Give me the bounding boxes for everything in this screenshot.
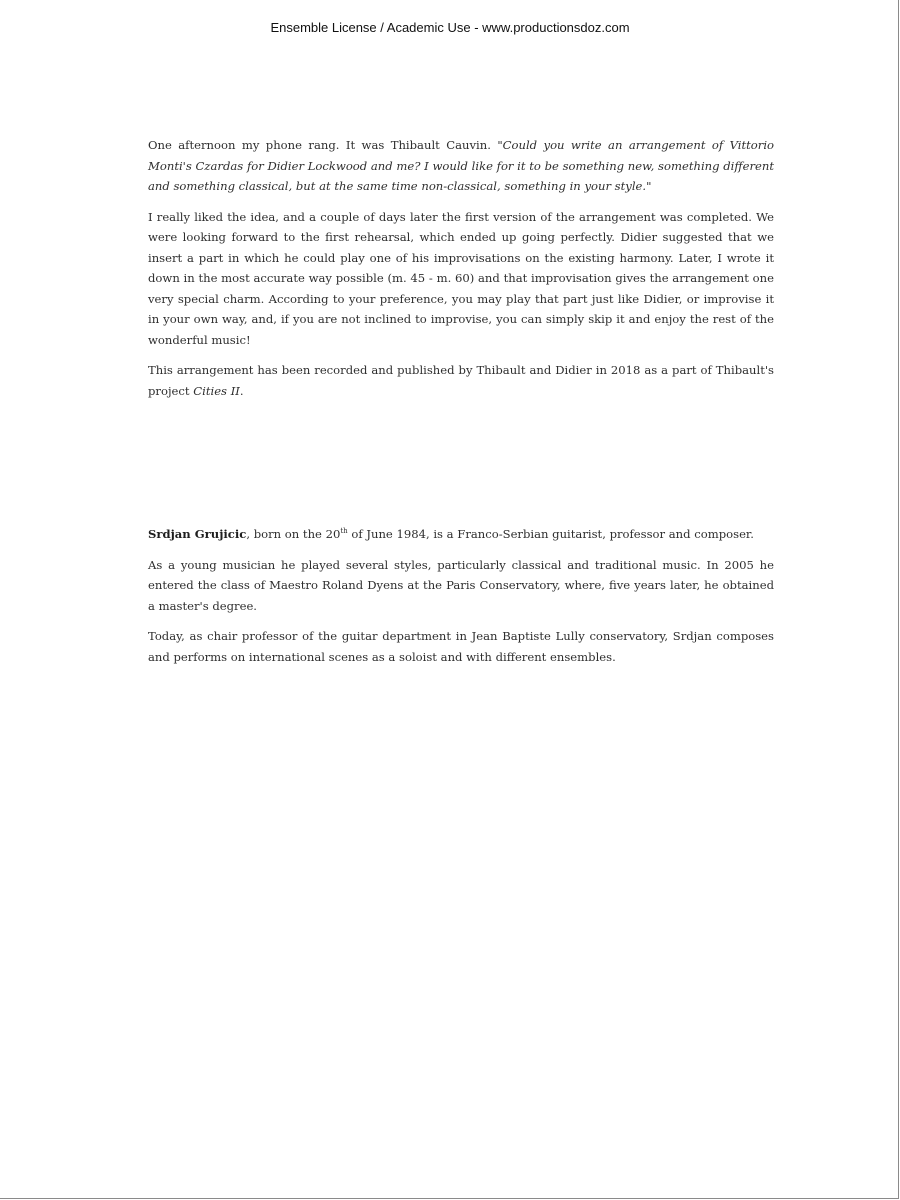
project-title: Cities II <box>193 383 240 398</box>
intro-paragraph-1 <box>148 135 774 197</box>
intro-p1-quote: "Could you write an arrangement of Vittorio Monti's Czardas for Didier Lockwood and me? I would like for it to be something new, something different and something classical, but at the same time non-classical, something in your style." <box>148 138 775 193</box>
intro-p3-text: This arrangement has been recorded and published by Thibault and Didier in 2018 as a part of Thibault's project <box>148 363 774 398</box>
intro-paragraph-3 <box>148 360 774 401</box>
license-header: Ensemble License / Academic Use - www.productionsdoz.com <box>270 20 630 35</box>
intro-paragraph-2: I really liked the idea, and a couple of days later the first version of the arrangement was completed. We were looking forward to the first rehearsal, which ended up going perfectly. Didier suggested that we insert a part in which he could play one of his improvisations on the existing harmony. Later, I wrote it down in the most accurate way possible (m. 45 - m. 60) and that improvisation gives the arrangement one very special charm. According to your preference, you may play that part just like Didier, or improvise it in your own way, and, if you are not inclined to improvise, you can simply skip it and enjoy the rest of the wonderful music! <box>148 209 774 347</box>
bio-paragraph-2: As a young musician he played several styles, particularly classical and traditional music. In 2005 he entered the class of Maestro Roland Dyens at the Paris Conservatory, where, five years later, he obtained a master's degree. <box>148 557 774 613</box>
composer-name: Srdjan Grujicic <box>148 527 247 541</box>
composer-biography <box>148 524 774 677</box>
intro-p3-end: . <box>239 383 244 398</box>
bio-paragraph-1 <box>148 524 774 545</box>
ordinal-suffix: th <box>340 527 348 536</box>
arranger-note <box>148 135 774 411</box>
bio-paragraph-3: Today, as chair professor of the guitar department in Jean Baptiste Lully conservatory, Srdjan composes and performs on international scenes as a soloist and with different ensembles. <box>148 629 774 664</box>
bio-p1-text-b: of June 1984, is a Franco-Serbian guitarist, professor and composer. <box>347 527 754 541</box>
bio-p1-text-a: , born on the 20 <box>246 527 341 541</box>
intro-p1-text: One afternoon my phone rang. It was Thibault Cauvin. <box>148 138 498 152</box>
